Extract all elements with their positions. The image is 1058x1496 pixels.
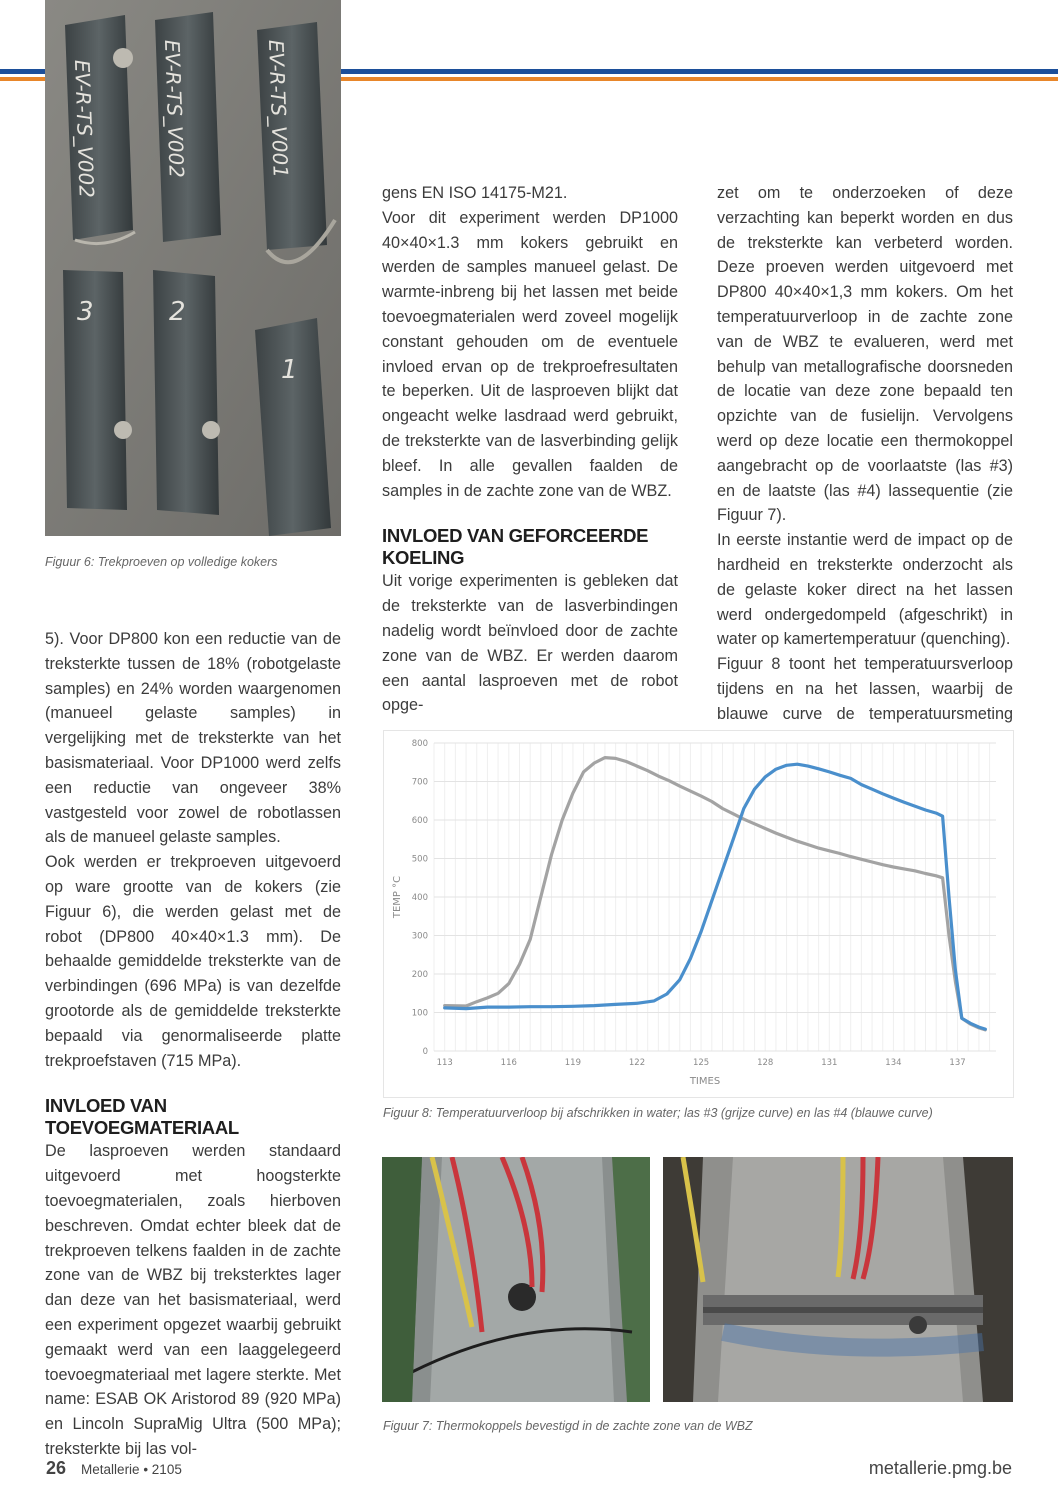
- y-axis-label: TEMP °C: [392, 875, 403, 919]
- x-axis-label: TIMES: [689, 1076, 721, 1087]
- x-tick-label: 119: [564, 1058, 582, 1068]
- figure6-label-6: 1: [281, 355, 298, 385]
- y-tick-label: 700: [411, 777, 428, 788]
- figure6-label-4: 3: [77, 297, 94, 327]
- y-tick-label: 800: [411, 739, 428, 749]
- y-tick-label: 100: [411, 1008, 428, 1019]
- paragraph: Figuur 8 toont het temperatuursverloop tijdens en na het lassen, waarbij de blauwe curve de temperatuursmeting: [717, 655, 1013, 723]
- website-link[interactable]: metallerie.pmg.be: [868, 1458, 1012, 1478]
- y-tick-label: 600: [411, 816, 428, 826]
- figure6-label-5: 2: [169, 297, 186, 327]
- paragraph: gens EN ISO 14175-M21.: [382, 184, 568, 202]
- footer-left: [46, 1458, 182, 1479]
- y-tick-label: 200: [411, 970, 428, 980]
- figure8-caption: Figuur 8: Temperatuurverloop bij afschrikken in water; las #3 (grijze curve) en las #4 (blauwe curve): [383, 1106, 933, 1120]
- paragraph: Voor dit experiment werden DP1000 40×40×1.3 mm kokers gebruikt en werden de samples manueel gelast. De warmte-inbreng bij het lassen met beide toevoegmaterialen werd zoveel mogelijk constant gehouden om de eventuele invloed ervan op de trekproefresultaten te beperken. Uit de lasproeven blijkt dat ongeacht welke lasdraad werd gebruikt, de treksterkte van de lasverbinding gelijk bleef. In alle gevallen faalden de samples in de zachte zone van de WBZ.: [382, 208, 678, 500]
- x-tick-label: 134: [885, 1058, 902, 1068]
- paragraph: zet om te onderzoeken of deze verzachting kan beperkt worden en dus de treksterkte kan verbeterd worden. Deze proeven werden uitgevoerd met DP800 40×40×1,3 mm kokers. Om het temperatuurverloop in de zachte zone van de WBZ te evalueren, werd met behulp van metallografische doorsneden de locatie van deze zone bepaald ten opzichte van de fusielijn. Vervolgens werd op deze locatie een thermokoppel aangebracht op de voorlaatste (las #3) en de laatste (las #4) lassequentie (zie Figuur 7).: [717, 184, 1013, 525]
- figure7-photo-right: [663, 1157, 1013, 1402]
- x-tick-label: 113: [436, 1058, 453, 1068]
- figure6-caption: Figuur 6: Trekproeven op volledige kokers: [45, 555, 278, 569]
- paragraph: Ook werden er trekproeven uitgevoerd op ware grootte van de kokers (zie Figuur 6), die werden gelast met de robot (DP800 40×40×1.3 mm). De behaalde gemiddelde treksterkte van de verbindingen (696 MPa) is van dezelfde grootorde als de gemiddelde treksterkte bepaald via genormaliseerde platte trekproefstaven (715 MPa).: [45, 853, 341, 1070]
- figure6-label-1: EV-R-TS_V002: [70, 59, 99, 199]
- temperature-chart: [384, 731, 1013, 1097]
- tube-bottom-left: [63, 270, 127, 510]
- y-tick-label: 0: [422, 1047, 428, 1057]
- figure7-caption: Figuur 7: Thermokoppels bevestigd in de zachte zone van de WBZ: [383, 1419, 753, 1433]
- section-heading-toevoegmateriaal: INVLOED VAN TOEVOEGMATERIAAL: [45, 1095, 239, 1139]
- paragraph: 5). Voor DP800 kon een reductie van de treksterkte tussen de 18% (robotgelaste samples) en 24% worden waargenomen (manueel gelaste samples) in vergelijking met de treksterkte van het basismateriaal. Voor DP1000 werd zelfs een reductie van ongeveer 38% vastgesteld voor zowel de robotlassen als de manueel gelaste samples.: [45, 630, 341, 847]
- column-middle: [382, 181, 678, 718]
- figure8-chart: [383, 730, 1014, 1098]
- magazine-issue: Metallerie • 2105: [81, 1462, 182, 1477]
- paragraph: De lasproeven werden standaard uitgevoerd met hoogsterkte toevoegmaterialen, zoals hierboven beschreven. Omdat echter bleek dat de trekproeven telkens faalden in de zachte zone van de WBZ bij treksterktes lager dan deze van het basismateriaal, werd een experiment opgezet waarbij gebruikt gemaakt werd van een laaggelegeerd toevoegmateriaal met lagere sterkte. Met name: ESAB OK Aristorod 89 (920 MPa) en Lincoln SupraMig Ultra (500 MPa); treksterkte bij las vol-: [45, 1142, 341, 1458]
- y-tick-label: 500: [411, 854, 428, 865]
- y-tick-label: 300: [411, 931, 428, 942]
- column-right: [717, 181, 1013, 751]
- figure6-label-3: EV-R-TS_V001: [264, 39, 293, 179]
- x-tick-label: 122: [628, 1058, 646, 1068]
- figure7-photo-left: [382, 1157, 650, 1402]
- figure6-label-2: EV-R-TS_V002: [160, 39, 189, 179]
- x-tick-label: 131: [821, 1058, 838, 1068]
- paragraph: Uit vorige experimenten is gebleken dat de treksterkte van de lasverbindingen nadelig wordt beïnvloed door de zachte zone van de WBZ. Er werden daarom een aantal lasproeven met de robot opge-: [382, 572, 678, 715]
- page-number: 26: [46, 1458, 67, 1478]
- section-heading-koeling: INVLOED VAN GEFORCEERDE KOELING: [382, 525, 649, 569]
- x-tick-label: 116: [500, 1058, 517, 1068]
- column-left: [45, 627, 341, 1462]
- figure6-photo: [45, 0, 341, 536]
- tube-bottom-middle: [153, 270, 219, 515]
- x-tick-label: 125: [692, 1058, 710, 1068]
- y-tick-label: 400: [411, 893, 428, 903]
- paragraph: In eerste instantie werd de impact op de hardheid en treksterkte onderzocht als de gelaste koker direct na het lassen werd ondergedompeld (afgeschrikt) in water op kamertemperatuur (quenching).: [717, 531, 1013, 649]
- x-tick-label: 137: [949, 1058, 966, 1068]
- x-tick-label: 128: [757, 1058, 774, 1068]
